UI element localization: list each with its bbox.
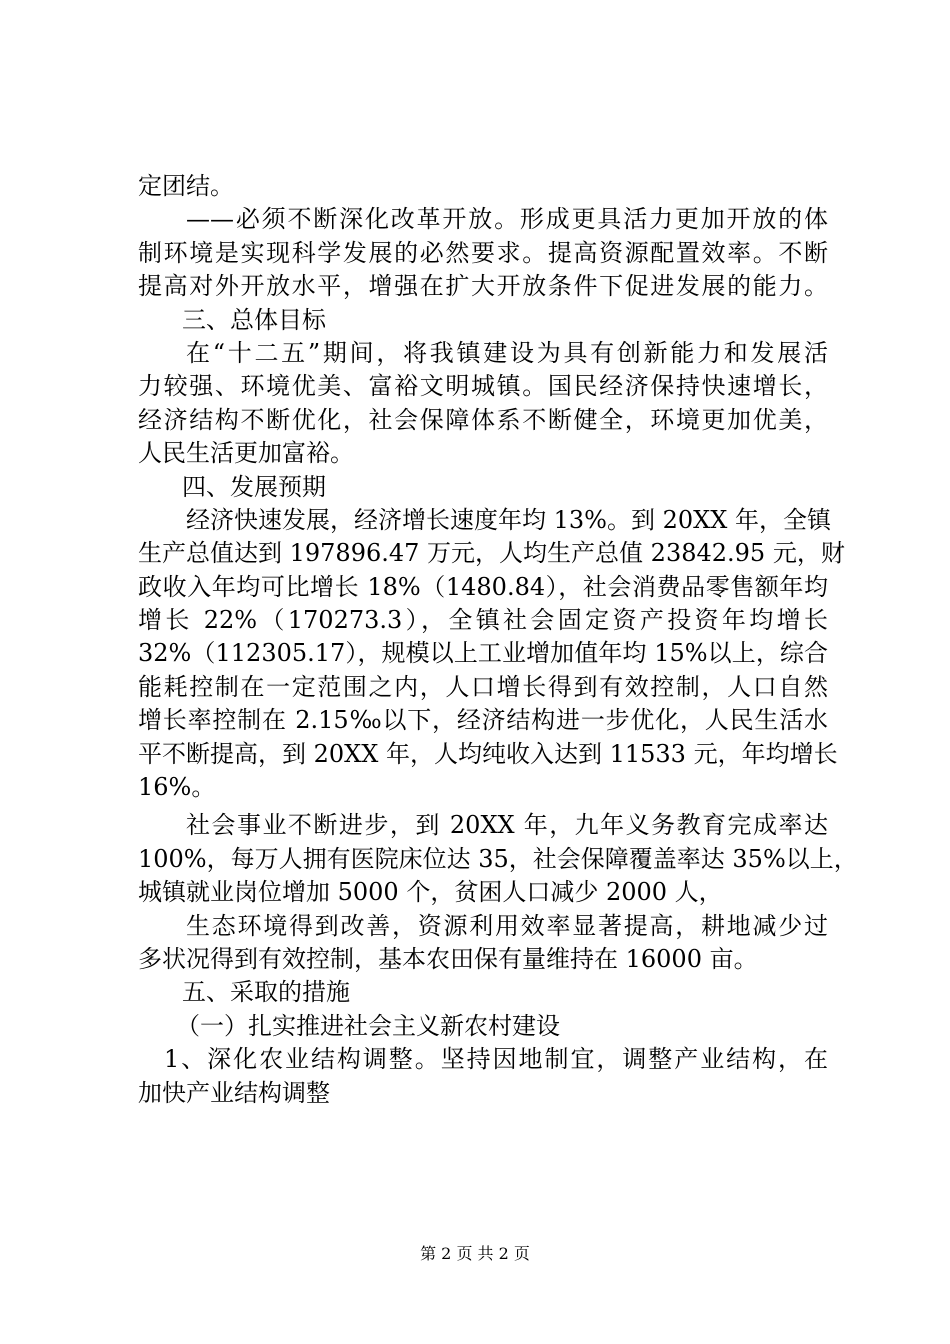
text-line: 增长 22%（170273.3），全镇社会固定资产投资年均增长 <box>138 606 828 635</box>
text-line: 经济快速发展，经济增长速度年均 13%。到 20XX 年，全镇 <box>186 505 831 534</box>
text-line: 100%，每万人拥有医院床位达 35，社会保障覆盖率达 35%以上， <box>138 844 858 873</box>
text-line: 在“十二五”期间，将我镇建设为具有创新能力和发展活 <box>186 338 828 367</box>
text-line: 能耗控制在一定范围之内，人口增长得到有效控制，人口自然 <box>138 672 828 701</box>
text-line: 定团结。 <box>138 172 234 200</box>
text-line: 32%（112305.17），规模以上工业增加值年均 15%以上，综合 <box>138 639 828 668</box>
text-line: 社会事业不断进步，到 20XX 年，九年义务教育完成率达 <box>186 811 828 840</box>
subsection-heading: （一）扎实推进社会主义新农村建设 <box>176 1011 560 1040</box>
text-line: 生产总值达到 197896.47 万元，人均生产总值 23842.95 元，财 <box>138 539 845 568</box>
section-heading: 四、发展预期 <box>182 472 326 501</box>
page-number-footer: 第 2 页 共 2 页 <box>420 1244 530 1263</box>
text-line: 经济结构不断优化，社会保障体系不断健全，环境更加优美， <box>138 405 828 434</box>
text-line: 增长率控制在 2.15‰以下，经济结构进一步优化，人民生活水 <box>138 706 828 735</box>
text-line: ——必须不断深化改革开放。形成更具活力更加开放的体 <box>186 205 828 234</box>
text-line: 1、深化农业结构调整。坚持因地制宜，调整产业结构，在 <box>164 1045 828 1074</box>
text-line: 政收入年均可比增长 18%（1480.84），社会消费品零售额年均 <box>138 572 828 601</box>
text-line: 平不断提高，到 20XX 年，人均纯收入达到 11533 元，年均增长 <box>138 739 838 768</box>
section-heading: 五、采取的措施 <box>182 978 350 1007</box>
text-line: 16%。 <box>138 773 216 802</box>
text-line: 力较强、环境优美、富裕文明城镇。国民经济保持快速增长， <box>138 372 828 401</box>
text-line: 制环境是实现科学发展的必然要求。提高资源配置效率。不断 <box>138 238 828 267</box>
text-line: 多状况得到有效控制，基本农田保有量维持在 16000 亩。 <box>138 944 758 973</box>
text-line: 生态环境得到改善，资源利用效率显著提高，耕地减少过 <box>186 911 828 940</box>
text-line: 人民生活更加富裕。 <box>138 439 354 468</box>
text-line: 提高对外开放水平，增强在扩大开放条件下促进发展的能力。 <box>138 272 828 301</box>
document-body <box>138 170 858 1110</box>
section-heading: 三、总体目标 <box>182 305 326 334</box>
text-line: 城镇就业岗位增加 5000 个，贫困人口减少 2000 人， <box>138 878 723 907</box>
text-line: 加快产业结构调整 <box>138 1078 330 1107</box>
